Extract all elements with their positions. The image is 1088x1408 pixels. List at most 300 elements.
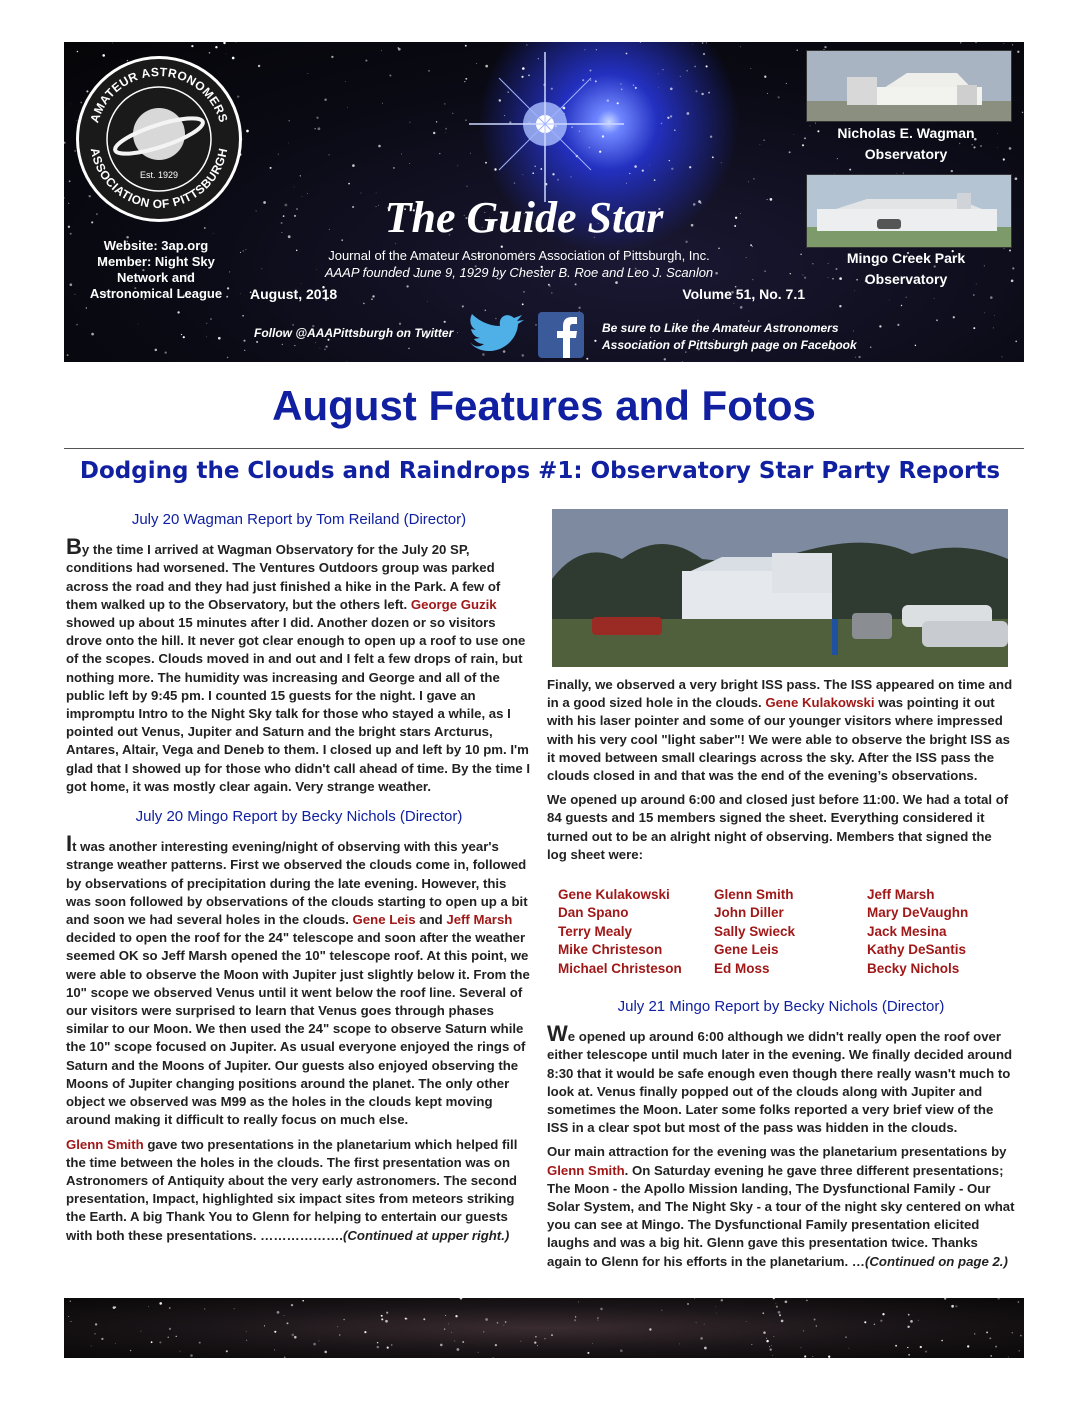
star-dot <box>408 348 409 349</box>
star-dot <box>920 1346 922 1348</box>
continued-note: (Continued at upper right.) <box>342 1227 510 1243</box>
star-dot <box>767 199 768 200</box>
star-dot <box>776 1303 777 1304</box>
star-dot <box>686 70 688 72</box>
masthead-banner <box>64 42 1024 362</box>
star-dot <box>779 1314 781 1316</box>
star-dot <box>849 1348 850 1349</box>
star-dot <box>381 1318 383 1320</box>
twitter-link[interactable]: Follow @AAAPittsburgh on Twitter <box>254 326 454 340</box>
star-dot <box>423 1318 425 1320</box>
wagman-caption <box>796 123 1016 165</box>
star-dot <box>246 130 249 133</box>
star-dot <box>667 117 669 119</box>
star-dot <box>210 318 212 320</box>
star-dot <box>874 1324 875 1325</box>
star-dot <box>71 104 72 105</box>
star-dot <box>485 162 487 164</box>
star-dot <box>483 1331 484 1332</box>
star-dot <box>910 1320 913 1323</box>
star-dot <box>721 1299 723 1301</box>
star-dot <box>906 297 907 298</box>
star-dot <box>750 244 752 246</box>
star-dot <box>465 78 467 80</box>
star-dot <box>990 296 993 299</box>
star-dot <box>704 1324 705 1325</box>
star-dot <box>762 1312 764 1314</box>
list-item: Glenn Smith <box>714 887 794 902</box>
star-dot <box>620 83 621 84</box>
continued-note: (Continued on page 2.) <box>865 1253 1008 1269</box>
drop-cap: B <box>66 534 82 560</box>
star-dot <box>694 1298 695 1299</box>
star-dot <box>504 115 505 116</box>
star-dot <box>658 87 659 88</box>
star-dot <box>594 340 596 342</box>
list-item: Michael Christeson <box>558 960 682 976</box>
star-dot <box>478 1352 479 1353</box>
text-run: t was another interesting evening/night of observing with this year's strange weather patterns. First we observed the clouds come in, followed by observations of precipitation during the late evening. However, this was soon followed by observations of the clouds starting to open up a bit and soon we had several holes in the clouds. <box>66 839 528 928</box>
star-dot <box>243 340 245 342</box>
star-dot <box>409 163 410 164</box>
star-dot <box>855 357 856 358</box>
star-dot <box>130 1350 132 1352</box>
star-dot <box>994 315 995 316</box>
star-dot <box>234 1308 235 1309</box>
star-dot <box>908 1314 910 1316</box>
star-dot <box>839 305 841 307</box>
star-dot <box>751 68 752 69</box>
star-dot <box>770 198 773 201</box>
star-dot <box>462 1341 464 1343</box>
star-dot <box>378 145 381 148</box>
star-dot <box>288 235 291 238</box>
star-dot <box>476 63 477 64</box>
star-dot <box>767 93 768 94</box>
star-dot <box>692 44 693 45</box>
star-dot <box>115 1343 116 1344</box>
section-title: July 21 Mingo Report by Becky Nichols (Director) <box>617 998 945 1015</box>
list-item: Dan Spano <box>558 905 629 921</box>
star-dot <box>670 115 672 117</box>
list-item: Ed Moss <box>714 960 770 976</box>
star-dot <box>288 120 289 121</box>
star-dot <box>246 1331 247 1332</box>
star-dot <box>457 332 458 333</box>
star-dot <box>270 167 272 169</box>
star-dot <box>669 160 670 161</box>
star-dot <box>687 1303 688 1304</box>
star-dot <box>69 180 71 182</box>
star-dot <box>179 1351 180 1352</box>
star-dot <box>607 99 609 101</box>
star-dot <box>748 181 749 182</box>
star-dot <box>320 348 321 349</box>
star-dot <box>433 132 435 134</box>
star-dot <box>538 58 539 59</box>
star-dot <box>315 128 316 129</box>
star-dot <box>629 173 630 174</box>
star-dot <box>640 42 641 43</box>
star-dot <box>551 1334 553 1336</box>
star-dot <box>702 42 704 44</box>
member-name: Glenn Smith <box>66 1136 144 1152</box>
star-dot <box>760 144 761 145</box>
star-dot <box>661 1310 662 1311</box>
star-dot <box>773 1298 775 1299</box>
star-dot <box>444 321 446 323</box>
star-dot <box>552 173 554 175</box>
star-dot <box>602 135 604 137</box>
star-dot <box>497 1322 499 1324</box>
star-dot <box>967 1345 969 1347</box>
footer-starfield <box>64 1298 1024 1358</box>
star-dot <box>307 193 308 194</box>
svg-text:Est. 1929: Est. 1929 <box>139 170 179 180</box>
star-dot <box>582 79 584 81</box>
star-dot <box>514 182 515 183</box>
star-dot <box>974 1333 975 1334</box>
caption-line: Observatory <box>864 271 948 287</box>
list-item: Mike Christeson <box>558 942 663 958</box>
star-dot <box>398 48 401 51</box>
star-dot <box>246 1340 247 1341</box>
caption-line: Observatory <box>864 146 948 162</box>
star-dot <box>274 1331 276 1333</box>
star-dot <box>101 1338 103 1340</box>
star-dot <box>662 69 663 70</box>
star-dot <box>769 1346 770 1347</box>
star-dot <box>990 1355 992 1357</box>
member-name: Gene Leis <box>352 912 416 928</box>
star-dot <box>953 316 955 318</box>
star-dot <box>395 243 396 244</box>
star-dot <box>70 233 72 235</box>
star-dot <box>849 169 851 171</box>
text-run: e opened up around 6:00 although we didn't really open the roof over either telescope until much later in the evening. We finally decided around 8:30 that it would be safe enough even though there really wasn't much to look at. Venus finally popped out of the clouds along with Jupiter and sometimes the Moon. Later some folks reported a very brief view of the ISS in a clear spot but most of the pass was hidden in the clouds. <box>547 1029 1013 1136</box>
list-item: Gene Leis <box>714 942 779 958</box>
page-headline: August Features and Fotos <box>272 382 816 429</box>
star-dot <box>960 42 962 44</box>
star-dot <box>329 229 330 230</box>
website-link[interactable]: Website: 3ap.org <box>103 238 209 253</box>
star-dot <box>701 93 703 95</box>
star-dot <box>523 174 524 175</box>
star-dot <box>457 1348 460 1351</box>
star-dot <box>91 333 94 336</box>
star-dot <box>858 356 860 358</box>
star-dot <box>895 1345 897 1347</box>
text-run: gave two presentations in the planetarium which helped fill the time between the holes in the clouds. The first presentation was on Astronomers of Antiquity about the very early astronomers. The second presentation, Impact, highlighted six impact sites from meteors striking the Earth. A big Thank You to Glenn for helping to entertain our guests with both these presentations. ………………. <box>66 1136 518 1243</box>
drop-cap: W <box>547 1021 568 1047</box>
star-dot <box>751 1344 752 1345</box>
star-dot <box>183 336 185 338</box>
star-dot <box>537 1345 538 1346</box>
facebook-icon[interactable] <box>538 312 584 358</box>
dateline <box>250 286 805 302</box>
star-dot <box>218 337 221 340</box>
star-dot <box>626 53 628 55</box>
star-dot <box>694 66 696 68</box>
star-dot <box>337 1326 338 1327</box>
star-dot <box>764 76 766 78</box>
right-column-lower <box>547 998 1015 1277</box>
star-dot <box>261 268 262 269</box>
star-dot <box>448 1323 449 1324</box>
star-dot <box>409 122 410 123</box>
star-dot <box>445 1315 446 1316</box>
member-line: Astronomical League <box>89 286 223 301</box>
aap-logo <box>74 54 244 224</box>
star-dot <box>318 1340 319 1341</box>
star-dot <box>649 165 650 166</box>
svg-text:AMATEUR ASTRONOMERS: AMATEUR ASTRONOMERS <box>87 64 231 125</box>
star-dot <box>227 357 229 359</box>
star-dot <box>391 1344 393 1346</box>
star-dot <box>944 1298 946 1300</box>
star-dot <box>165 351 167 353</box>
star-dot <box>206 337 207 338</box>
star-dot <box>934 298 935 299</box>
section-title: July 20 Mingo Report by Becky Nichols (Director) <box>135 808 463 826</box>
star-party-photo <box>552 509 1008 667</box>
star-dot <box>439 153 440 154</box>
star-dot <box>664 358 666 360</box>
list-item: Becky Nichols <box>867 960 960 976</box>
star-dot <box>621 89 623 91</box>
twitter-bird-icon[interactable] <box>462 312 526 362</box>
star-dot <box>363 303 365 305</box>
star-dot <box>365 60 367 62</box>
text-run: . On Saturday evening he gave three different presentations; The Moon - the Apollo Mission landing, The Dysfunctional Family - Our Solar System, and The Night Sky - a tour of the night sky centered on what you can see at Mingo. The Dysfunctional Family presentation elicited laughs and was a big hit. Glenn gave this presentation twice. Thanks again to Glenn for his efforts in the planetarium. … <box>547 1162 1015 1269</box>
star-dot <box>343 1319 345 1321</box>
star-dot <box>633 85 634 86</box>
star-dot <box>710 136 712 138</box>
star-dot <box>806 1300 808 1302</box>
star-dot <box>94 1333 96 1335</box>
star-dot <box>540 168 542 170</box>
star-dot <box>115 1306 116 1307</box>
star-dot <box>495 1344 497 1346</box>
article-paragraph <box>547 1143 1015 1270</box>
star-dot <box>68 203 69 204</box>
star-dot <box>816 1325 817 1326</box>
log-column-2 <box>714 886 795 978</box>
star-dot <box>589 147 590 148</box>
star-dot <box>915 345 916 346</box>
star-dot <box>401 154 402 155</box>
star-dot <box>746 1321 747 1322</box>
star-dot <box>236 42 237 43</box>
star-dot <box>113 1306 116 1309</box>
star-dot <box>455 1315 457 1317</box>
star-dot <box>1018 1350 1019 1351</box>
star-dot <box>716 1313 717 1314</box>
star-dot <box>626 183 627 184</box>
star-dot <box>704 1347 707 1350</box>
star-dot <box>551 88 553 90</box>
star-dot <box>440 1344 443 1347</box>
star-dot <box>687 112 690 115</box>
member-line: Member: Night Sky <box>97 254 215 269</box>
star-dot <box>620 1349 623 1352</box>
star-dot <box>708 92 710 94</box>
star-dot <box>465 45 467 47</box>
star-dot <box>951 170 953 172</box>
star-dot <box>70 1301 71 1302</box>
text-run: y the time I arrived at Wagman Observatory for the July 20 SP, conditions had worsened. The Ventures Outdoors group was parked across the road and they had just finished a hike in the Park. A few of them walked up to the Observatory, but the others left. <box>66 542 501 612</box>
star-dot <box>348 183 350 185</box>
star-dot <box>1003 43 1004 44</box>
star-dot <box>155 349 158 352</box>
star-dot <box>507 91 509 93</box>
member-name: George Guzik <box>410 596 497 612</box>
article-paragraph <box>547 676 1015 785</box>
caption-line: Nicholas E. Wagman <box>837 125 975 141</box>
star-dot <box>256 341 258 343</box>
star-dot <box>151 1341 153 1343</box>
star-dot <box>617 102 619 104</box>
star-dot <box>703 53 705 55</box>
star-dot <box>176 1336 177 1337</box>
star-dot <box>505 1321 507 1323</box>
star-dot <box>997 1298 1000 1300</box>
star-dot <box>854 291 855 292</box>
star-dot <box>168 1337 169 1338</box>
article-paragraph <box>66 831 532 1129</box>
star-dot <box>1017 51 1019 53</box>
star-dot <box>735 217 737 219</box>
star-dot <box>634 165 637 168</box>
star-dot <box>907 1347 908 1348</box>
star-dot <box>389 74 391 76</box>
star-dot <box>223 42 225 44</box>
star-dot <box>64 142 66 144</box>
list-item: Kathy DeSantis <box>867 942 967 958</box>
star-dot <box>86 307 87 308</box>
star-dot <box>654 179 656 181</box>
star-dot <box>785 1300 788 1303</box>
star-dot <box>600 1308 603 1311</box>
star-dot <box>181 334 182 335</box>
star-dot <box>801 1347 802 1348</box>
star-dot <box>382 103 383 104</box>
star-dot <box>706 42 707 43</box>
star-dot <box>575 1316 576 1317</box>
star-dot <box>263 201 266 204</box>
star-dot <box>993 327 994 328</box>
log-column-3 <box>867 886 968 978</box>
star-dot <box>587 1352 589 1354</box>
facebook-note[interactable] <box>602 320 872 354</box>
article-paragraph <box>66 534 532 796</box>
star-dot <box>715 1306 716 1307</box>
list-item: Jack Mesina <box>867 923 947 939</box>
star-dot <box>385 1320 388 1323</box>
star-dot <box>493 1357 494 1358</box>
star-dot <box>316 117 318 119</box>
star-dot <box>695 90 697 92</box>
star-dot <box>294 345 295 346</box>
star-dot <box>984 312 985 313</box>
star-dot <box>318 127 321 130</box>
star-dot <box>889 300 890 301</box>
caption-line: Mingo Creek Park <box>846 250 966 266</box>
star-dot <box>773 1336 774 1337</box>
text-run: decided to open the roof for the 24" telescope and soon after the weather seemed OK so Jeff Marsh opened the 10" telescope roof. At this point, we were able to observe the Moon with Jupiter just slightly below it. From the 10" scope we observed Venus until it went below the roof line. Several of our visitors were surprised to learn that Venus goes through phases similar to our Moon. We then used the 24" scope to observe Saturn while the 10" scope focused on Jupiter. As usual everyone enjoyed the rings of Saturn and the Moons of Jupiter. Our guests also enjoyed observing the Moons of Jupiter changing positions around the planet. The only other object we observed was M99 as the holes in the clouds kept moving around making it difficult to really focus on much else. <box>66 930 530 1128</box>
star-dot <box>364 1331 366 1333</box>
journal-line: Journal of the Amateur Astronomers Association of Pittsburgh, Inc. <box>328 248 710 263</box>
star-dot <box>879 325 881 327</box>
star-dot <box>284 1357 286 1358</box>
star-dot <box>973 327 975 329</box>
star-dot <box>67 354 69 356</box>
star-dot <box>503 1325 504 1326</box>
star-dot <box>712 156 714 158</box>
founded-line: AAAP founded June 9, 1929 by Chester B. Roe and Leo J. Scanlon <box>324 265 714 280</box>
star-dot <box>302 196 303 197</box>
star-dot <box>733 303 734 304</box>
star-dot <box>328 154 329 155</box>
star-dot <box>204 1309 205 1310</box>
text-run: was pointing it out with his laser pointer and some of our younger visitors where impressed with his very cool "light saber"! We were able to observe the bright ISS as it moved between small clearings across the sky. After the ISS pass the clouds closed in and that was the end of the evening’s observations. <box>547 695 1010 784</box>
star-dot <box>689 166 691 168</box>
star-dot <box>190 1354 193 1357</box>
star-dot <box>901 305 902 306</box>
star-dot <box>671 168 673 170</box>
star-dot <box>642 169 644 171</box>
star-dot <box>740 213 741 214</box>
list-item: Mary DeVaughn <box>867 905 969 921</box>
star-dot <box>240 252 241 253</box>
star-dot <box>941 1340 943 1342</box>
star-dot <box>828 1356 830 1358</box>
drop-cap: I <box>66 831 73 857</box>
star-dot <box>557 179 559 181</box>
star-dot <box>584 49 585 50</box>
star-dot <box>908 1354 910 1356</box>
star-dot <box>936 319 938 321</box>
star-dot <box>294 187 295 188</box>
member-line: Network and <box>116 270 195 285</box>
star-dot <box>393 167 395 169</box>
star-dot <box>494 168 496 170</box>
newsletter-title: The Guide Star <box>384 193 664 242</box>
facebook-line: Association of Pittsburgh page on Facebook <box>602 338 857 352</box>
star-dot <box>352 164 355 167</box>
star-dot <box>264 1325 265 1326</box>
star-dot <box>740 46 741 47</box>
star-dot <box>574 1319 576 1321</box>
star-dot <box>880 1320 882 1322</box>
star-dot <box>766 1340 768 1342</box>
star-dot <box>282 344 283 345</box>
star-dot <box>772 1355 773 1356</box>
star-dot <box>721 162 722 163</box>
star-dot <box>771 1345 772 1346</box>
star-dot <box>452 113 453 114</box>
member-name: Jeff Marsh <box>446 912 513 928</box>
star-dot <box>68 226 70 228</box>
star-dot <box>242 315 244 317</box>
star-dot <box>324 98 326 100</box>
star-dot <box>300 175 301 176</box>
star-dot <box>339 1334 340 1335</box>
star-dot <box>226 1350 228 1352</box>
star-dot <box>444 1328 445 1329</box>
star-dot <box>1022 112 1024 114</box>
section-title: July 20 Wagman Report by Tom Reiland (Director) <box>131 511 467 528</box>
